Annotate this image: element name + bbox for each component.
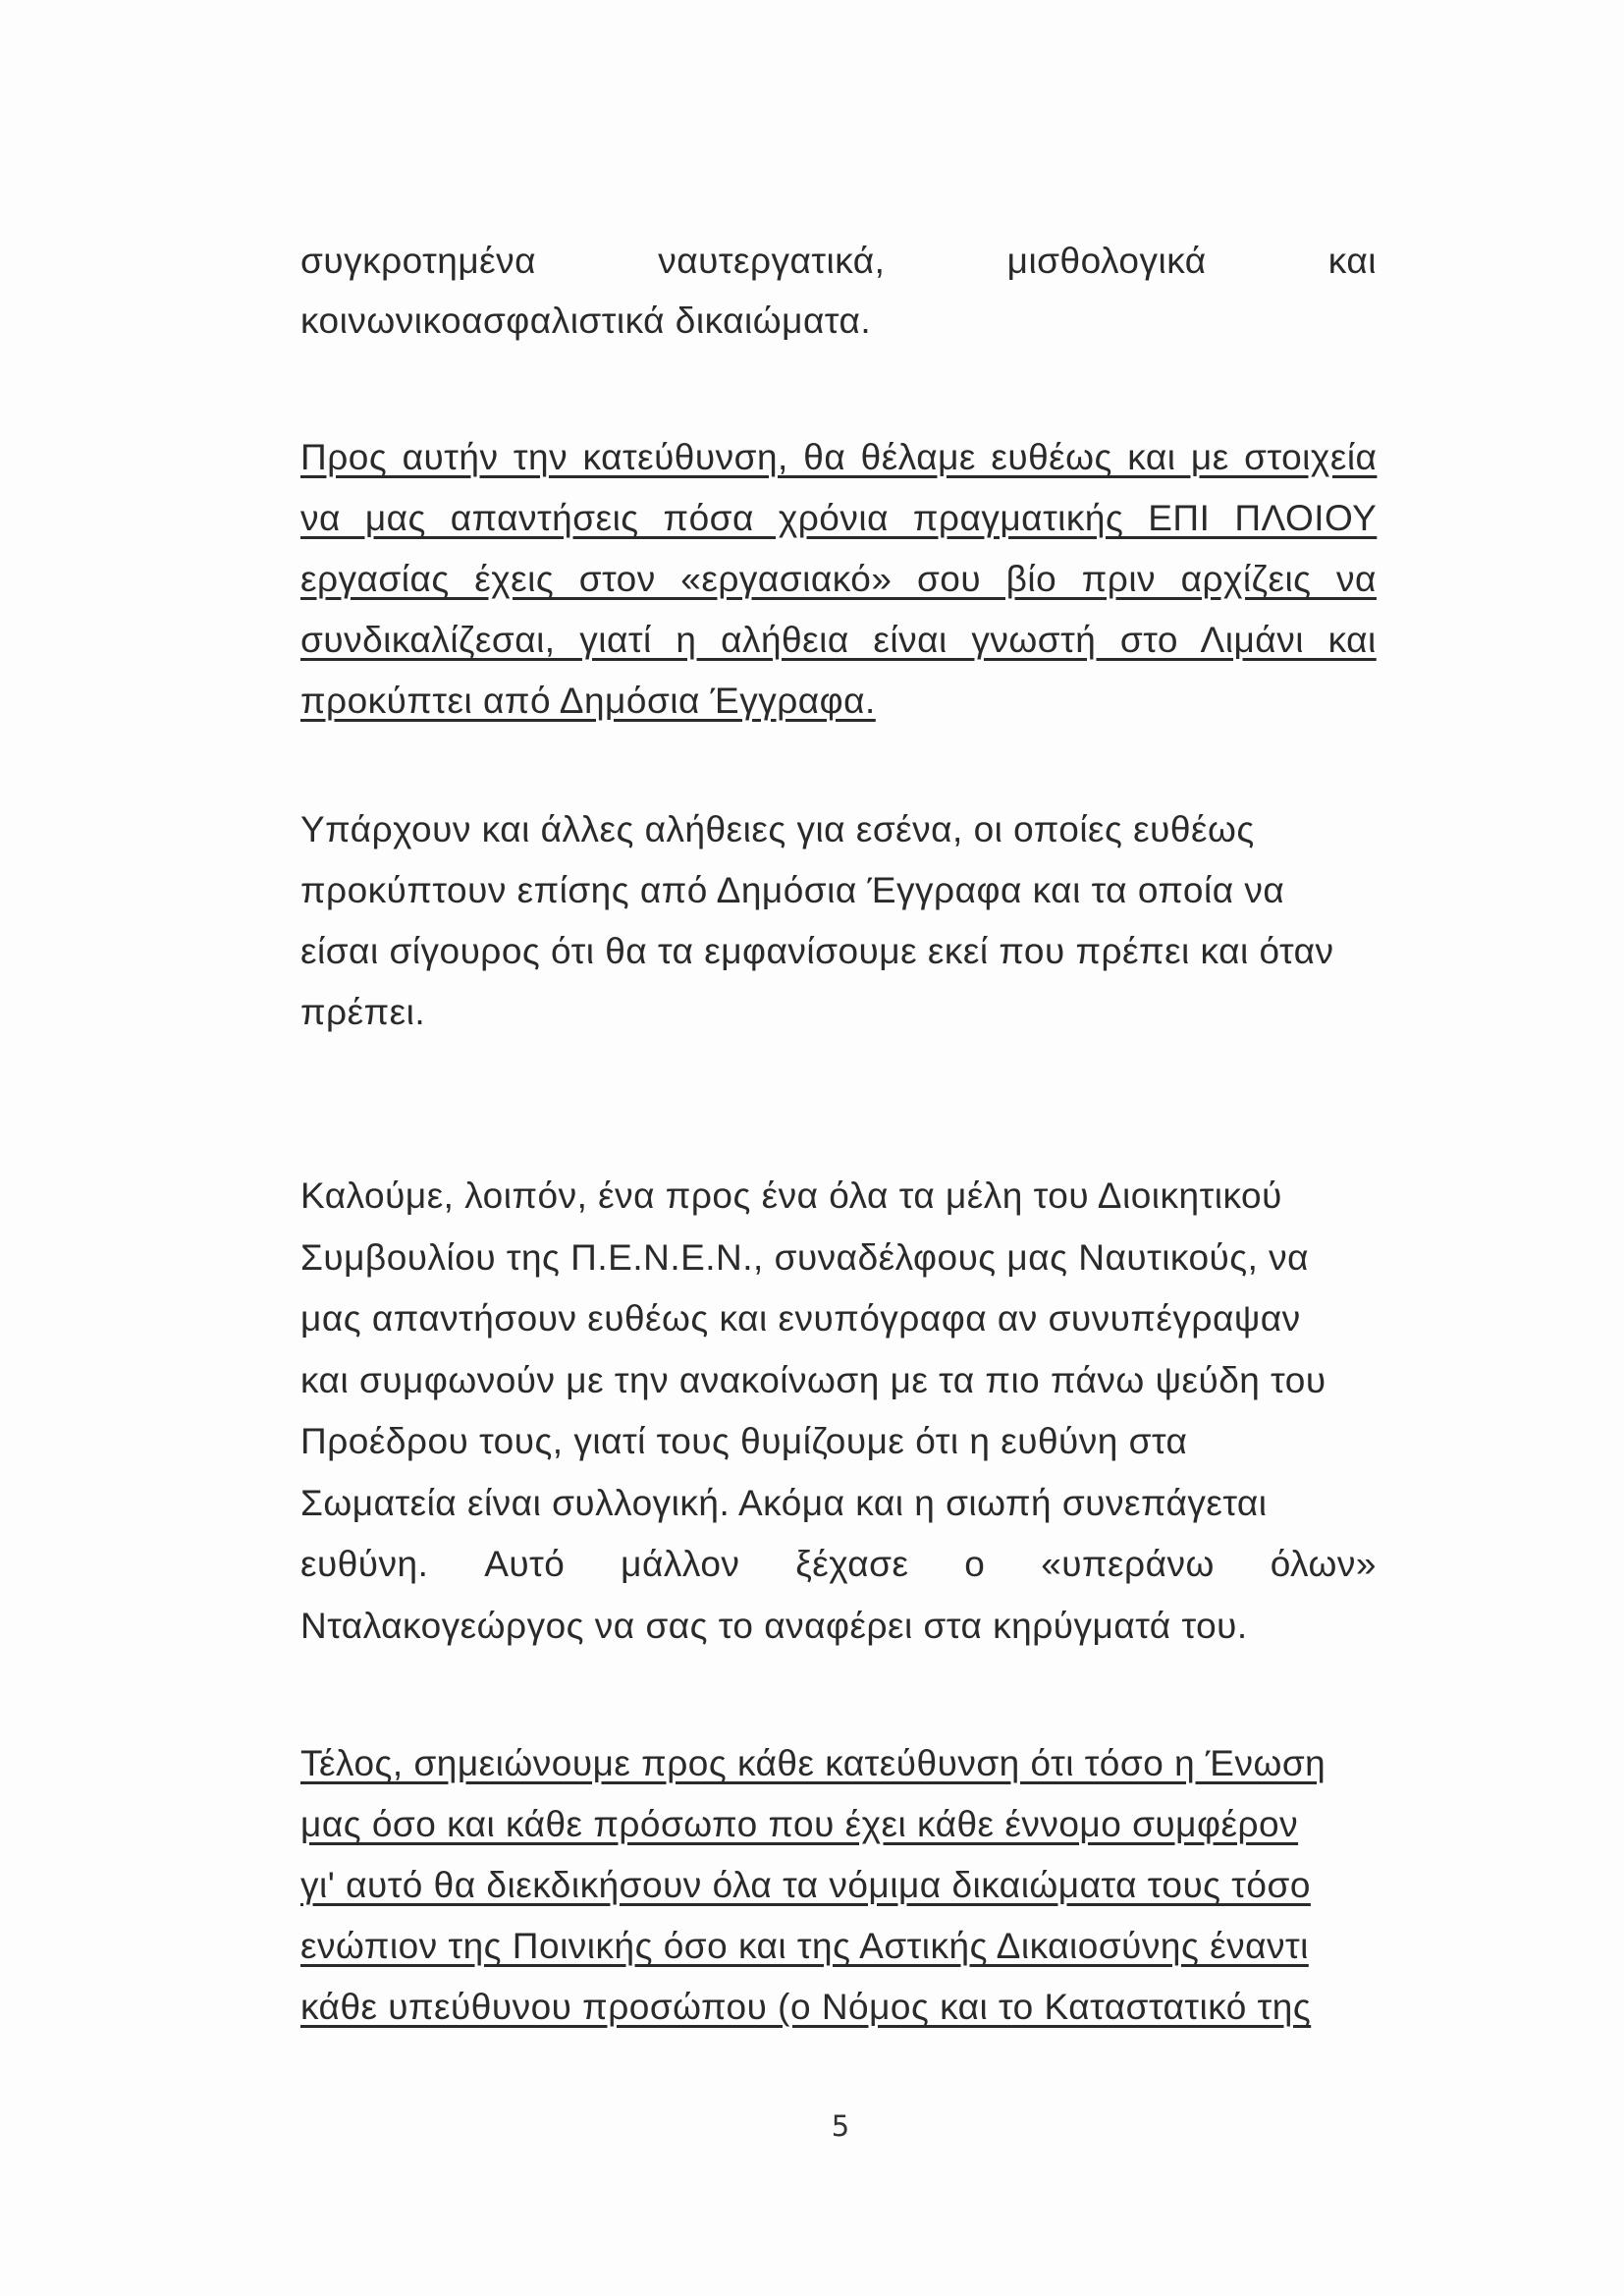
paragraph-call-to-board <box>300 1166 1377 1657</box>
text-line <box>300 1977 1377 2038</box>
word: «υπεράνω <box>1041 1544 1215 1584</box>
text-line: Καλούμε, λοιπόν, ένα προς ένα όλα τα μέλη του Διοικητικού <box>300 1175 1282 1216</box>
text-line <box>300 549 1377 610</box>
text-line <box>300 488 1377 549</box>
word: και <box>1327 241 1377 281</box>
text-line: Νταλακογεώργος να σας το αναφέρει στα κηρύγματά του. <box>300 1605 1248 1646</box>
text-line: και συμφωνούν με την ανακοίνωση με τα πιο πάνω ψεύδη του <box>300 1359 1326 1400</box>
word: ο <box>964 1544 986 1584</box>
text-line: κοινωνικοασφαλιστικά δικαιώματα. <box>300 301 872 341</box>
word: συγκροτημένα <box>300 241 537 281</box>
word: ξέχασε <box>795 1544 909 1584</box>
paragraph-rights <box>300 231 1377 351</box>
paragraph-legal-notice-underlined <box>300 1733 1377 2038</box>
underlined-text: Τέλος, σημειώνουμε προς κάθε κατεύθυνση ότι τόσο η Ένωση <box>300 1743 1326 1783</box>
text-line <box>300 427 1377 488</box>
text-line <box>300 1733 1377 1794</box>
underlined-text: μας όσο και κάθε πρόσωπο που έχει κάθε έννομο συμφέρον <box>300 1804 1299 1844</box>
text-line <box>300 1855 1377 1916</box>
underlined-text: κάθε υπεύθυνου προσώπου (ο Νόμος και το Καταστατικό της <box>300 1987 1312 2027</box>
text-line <box>300 1916 1377 1977</box>
page-number: 5 <box>831 2109 850 2143</box>
underlined-text: συνδικαλίζεσαι, γιατί η αλήθεια είναι γνωστή στο Λιμάνι και <box>300 620 1377 660</box>
underlined-text: εργασίας έχεις στον «εργασιακό» σου βίο πριν αρχίζεις να <box>300 559 1377 599</box>
word: μισθολογικά <box>1006 241 1207 281</box>
text-line: μας απαντήσουν ευθέως και ενυπόγραφα αν συνυπέγραψαν <box>300 1298 1301 1339</box>
word: όλων» <box>1270 1544 1377 1584</box>
word: ναυτεργατικά, <box>658 241 886 281</box>
text-line <box>300 610 1377 671</box>
underlined-text: Προς αυτήν την κατεύθυνση, θα θέλαμε ευθέως και με στοιχεία <box>300 437 1378 477</box>
text-line <box>300 231 1377 291</box>
underlined-text: προκύπτει από Δημόσια Έγγραφα. <box>300 681 876 721</box>
text-line: Σωματεία είναι συλλογική. Ακόμα και η σιωπή συνεπάγεται <box>300 1482 1268 1523</box>
word: ευθύνη. <box>300 1544 429 1584</box>
text-line: Προέδρου τους, γιατί τους θυμίζουμε ότι η ευθύνη στα <box>300 1421 1188 1461</box>
text-line: πρέπει. <box>300 992 426 1032</box>
text-line: είσαι σίγουρος ότι θα τα εμφανίσουμε εκεί που πρέπει και όταν <box>300 931 1334 971</box>
text-line: Συμβουλίου της Π.Ε.Ν.Ε.Ν., συναδέλφους μας Ναυτικούς, να <box>300 1236 1310 1278</box>
paragraph-question-underlined <box>300 427 1377 732</box>
paragraph-other-truths <box>300 799 1377 1043</box>
word: μάλλον <box>621 1544 740 1584</box>
underlined-text: να μας απαντήσεις πόσα χρόνια πραγματικής ΕΠΙ ΠΛΟΙΟΥ <box>300 498 1378 538</box>
word: Αυτό <box>484 1544 566 1584</box>
text-line: Υπάρχουν και άλλες αλήθειες για εσένα, οι οποίες ευθέως <box>300 809 1255 849</box>
underlined-text: γι' αυτό θα διεκδικήσουν όλα τα νόμιμα δικαιώματα τους τόσο <box>300 1865 1311 1905</box>
text-line <box>300 1534 1377 1596</box>
text-line <box>300 671 1377 732</box>
text-line <box>300 1794 1377 1855</box>
underlined-text: ενώπιον της Ποινικής όσο και της Αστικής Δικαιοσύνης έναντι <box>300 1926 1309 1966</box>
text-line: προκύπτουν επίσης από Δημόσια Έγγραφα και τα οποία να <box>300 870 1285 910</box>
